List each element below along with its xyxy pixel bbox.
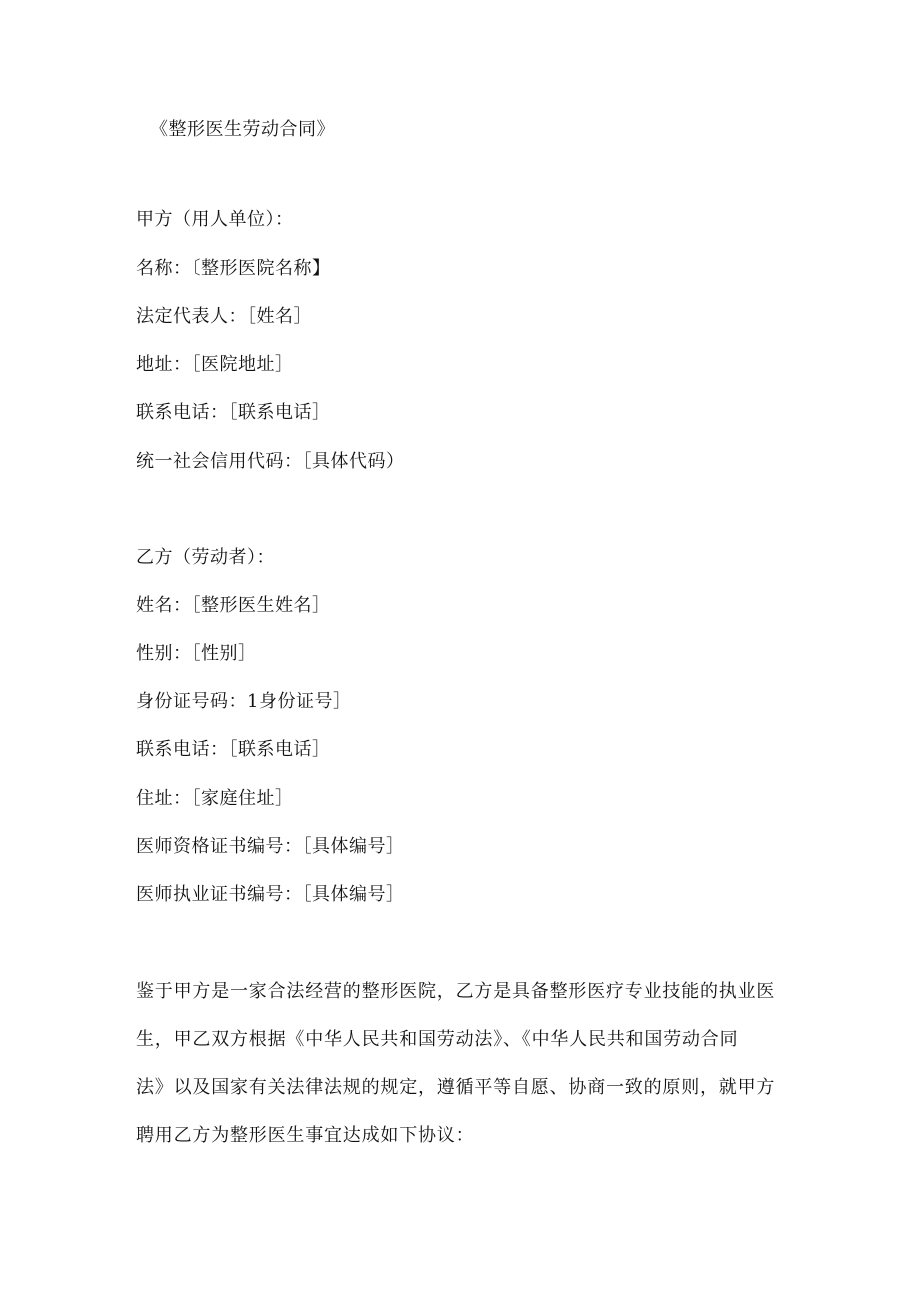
party-a-address: 地址：［医院地址］ bbox=[136, 354, 294, 375]
party-b-qualification-cert: 医师资格证书编号：［具体编号］ bbox=[136, 836, 405, 857]
party-b-phone: 联系电话：［联系电话］ bbox=[136, 739, 331, 760]
party-a-phone: 联系电话：［联系电话］ bbox=[136, 402, 331, 423]
preamble-line: 生，甲乙双方根据《中华人民共和国劳动法》、《中华人民共和国劳动合同 bbox=[136, 1029, 739, 1050]
party-b-name: 姓名：［整形医生姓名］ bbox=[136, 595, 331, 616]
preamble-paragraph bbox=[136, 968, 781, 1160]
party-b-address: 住址：［家庭住址］ bbox=[136, 788, 294, 809]
party-b-gender: 性别：［性别］ bbox=[136, 643, 257, 664]
party-a-heading: 甲方（用人单位）： bbox=[136, 209, 294, 230]
party-a-name: 名称：〔整形医院名称】 bbox=[136, 258, 331, 279]
party-b-heading: 乙方（劳动者）： bbox=[136, 547, 275, 568]
party-b-practice-cert: 医师执业证书编号：［具体编号］ bbox=[136, 884, 405, 905]
preamble-line: 聘用乙方为整形医生事宜达成如下协议： bbox=[136, 1125, 475, 1146]
document-title: 《整形医生劳动合同》 bbox=[150, 119, 335, 140]
preamble-line: 法》以及国家有关法律法规的规定，遵循平等自愿、协商一致的原则，就甲方 bbox=[136, 1077, 776, 1098]
party-a-credit-code: 统一社会信用代码：［具体代码） bbox=[136, 451, 405, 472]
preamble-line: 鉴于甲方是一家合法经营的整形医院，乙方是具备整形医疗专业技能的执业医 bbox=[136, 981, 776, 1002]
party-a-legal-rep: 法定代表人：［姓名］ bbox=[136, 306, 312, 327]
party-b-id-number: 身份证号码：1身份证号］ bbox=[136, 691, 352, 712]
